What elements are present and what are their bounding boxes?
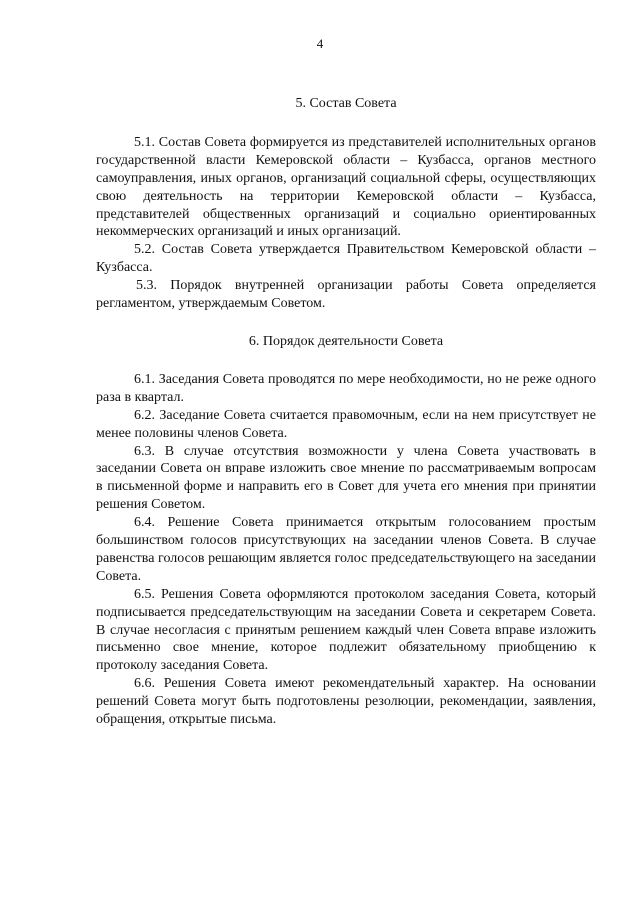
paragraph-6-5: 6.5. Решения Совета оформляются протоколом заседания Совета, который подписывается председательствующим на заседании Совета и секретарем Совета. В случае несогласия с принятым решением каждый член Совета вправе изложить письменно свое мнение, которое подлежит обязательному приобщению к протоколу заседания Совета. bbox=[96, 586, 596, 674]
page-number: 4 bbox=[316, 36, 324, 51]
paragraph-5-2: 5.2. Состав Совета утверждается Правительством Кемеровской области – Кузбасса. bbox=[96, 242, 596, 276]
paragraph-6-3: 6.3. В случае отсутствия возможности у члена Совета участвовать в заседании Совета он вправе изложить свое мнение по рассматриваемым вопросам в письменной форме и направить его в Совет для учета его мнения при принятии решения Советом. bbox=[96, 443, 596, 513]
paragraph-6-4: 6.4. Решение Совета принимается открытым голосованием простым большинством голосов присутствующих на заседании членов Совета. В случае равенства голосов решающим является голос председательствующего на заседании Совета. bbox=[96, 515, 596, 584]
paragraph-6-1: 6.1. Заседания Совета проводятся по мере необходимости, но не реже одного раза в квартал. bbox=[96, 371, 596, 405]
paragraph-6-2: 6.2. Заседание Совета считается правомочным, если на нем присутствует не менее половины членов Совета. bbox=[96, 407, 596, 441]
section-6-heading: 6. Порядок деятельности Совета bbox=[248, 333, 444, 349]
section-5-heading: 5. Состав Совета bbox=[295, 96, 397, 111]
paragraph-5-1: 5.1. Состав Совета формируется из представителей исполнительных органов государственной власти Кемеровской области – Кузбасса, органов местного самоуправления, иных органов, организаций социальной сферы, осуществляющих свою деятельность на территории Кемеровской области – Кузбасса, представителей общественных организаций и социально ориентированных некоммерческих организаций и иных организаций. bbox=[96, 134, 596, 240]
document-body bbox=[96, 95, 596, 729]
paragraph-6-6: 6.6. Решения Совета имеют рекомендательный характер. На основании решений Совета могут быть подготовлены резолюции, рекомендации, заявления, обращения, открытые письма. bbox=[96, 676, 596, 728]
paragraph-5-3: 5.3. Порядок внутренней организации работы Совета определяется регламентом, утверждаемым Советом. bbox=[96, 278, 596, 312]
